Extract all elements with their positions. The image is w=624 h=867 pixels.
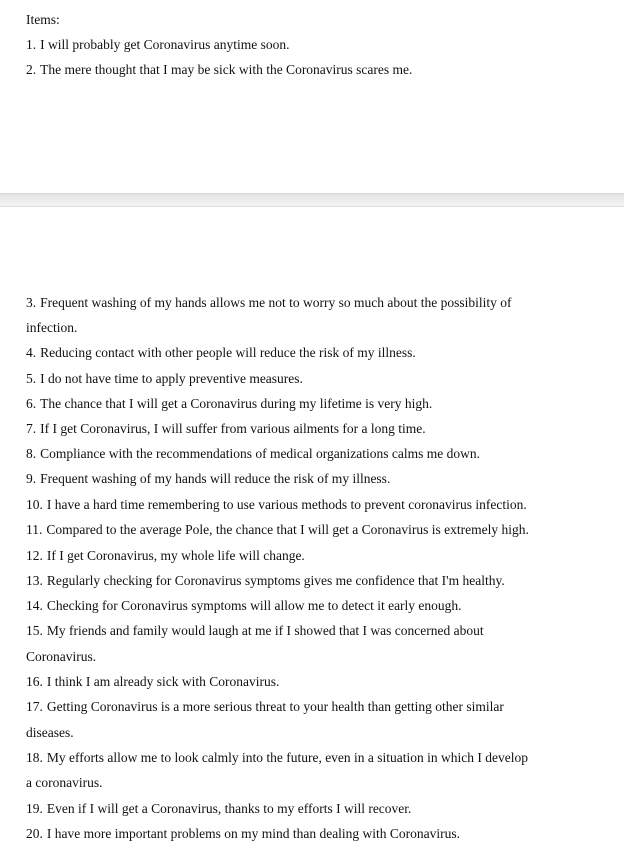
item-number: 5. <box>26 371 37 386</box>
item-text: I have a hard time remembering to use various methods to prevent coronavirus infection. <box>46 497 527 512</box>
item-number: 10. <box>26 497 43 512</box>
item-number: 16. <box>26 674 43 689</box>
list-item <box>26 825 460 843</box>
item-text: Compared to the average Pole, the chance that I will get a Coronavirus is extremely high. <box>46 522 529 537</box>
list-item-continuation: diseases. <box>26 725 74 740</box>
item-text: Compliance with the recommendations of medical organizations calms me down. <box>40 446 481 461</box>
list-item-continuation: Coronavirus. <box>26 649 97 664</box>
list-item <box>26 294 511 312</box>
item-text: My efforts allow me to look calmly into the future, even in a situation in which I develop <box>46 750 529 765</box>
item-text: I think I am already sick with Coronavirus. <box>46 674 280 689</box>
item-text: Frequent washing of my hands allows me not to worry so much about the possibility of <box>40 295 512 310</box>
item-number: 6. <box>26 396 37 411</box>
list-item <box>26 547 305 565</box>
item-text: Reducing contact with other people will reduce the risk of my illness. <box>40 345 416 360</box>
item-number: 19. <box>26 801 43 816</box>
list-item <box>26 698 504 716</box>
item-number: 18. <box>26 750 43 765</box>
item-number: 11. <box>26 522 43 537</box>
item-number: 13. <box>26 573 43 588</box>
list-item <box>26 622 484 640</box>
list-item-continuation: infection. <box>26 320 78 335</box>
items-heading: Items: <box>26 12 60 27</box>
list-item <box>26 673 279 691</box>
item-text: Frequent washing of my hands will reduce the risk of my illness. <box>40 471 391 486</box>
item-number: 8. <box>26 446 37 461</box>
list-item <box>26 445 480 463</box>
item-number: 14. <box>26 598 43 613</box>
item-text: Checking for Coronavirus symptoms will allow me to detect it early enough. <box>46 598 462 613</box>
item-number: 3. <box>26 295 37 310</box>
list-item <box>26 420 426 438</box>
item-number: 17. <box>26 699 43 714</box>
list-item <box>26 597 462 615</box>
item-text: Regularly checking for Coronavirus symptoms gives me confidence that I'm healthy. <box>46 573 505 588</box>
document-page-1 <box>0 0 624 193</box>
item-number: 1. <box>26 37 37 52</box>
list-item <box>26 521 529 539</box>
item-text: Getting Coronavirus is a more serious threat to your health than getting other similar <box>46 699 504 714</box>
list-item <box>26 36 289 54</box>
item-text: I do not have time to apply preventive measures. <box>40 371 303 386</box>
item-number: 2. <box>26 62 37 77</box>
list-item <box>26 370 303 388</box>
list-item-continuation: a coronavirus. <box>26 775 103 790</box>
item-text: Even if I will get a Coronavirus, thanks to my efforts I will recover. <box>46 801 412 816</box>
page-break <box>0 193 624 207</box>
list-item <box>26 749 528 767</box>
item-number: 4. <box>26 345 37 360</box>
item-text: The chance that I will get a Coronavirus during my lifetime is very high. <box>40 396 433 411</box>
list-item <box>26 496 527 514</box>
item-text: The mere thought that I may be sick with the Coronavirus scares me. <box>40 62 413 77</box>
item-text: I will probably get Coronavirus anytime soon. <box>40 37 290 52</box>
item-text: If I get Coronavirus, I will suffer from various ailments for a long time. <box>40 421 426 436</box>
item-text: My friends and family would laugh at me if I showed that I was concerned about <box>46 623 484 638</box>
item-text: If I get Coronavirus, my whole life will change. <box>46 548 305 563</box>
item-number: 12. <box>26 548 43 563</box>
item-number: 9. <box>26 471 37 486</box>
item-number: 15. <box>26 623 43 638</box>
list-item <box>26 470 390 488</box>
list-item <box>26 800 411 818</box>
item-text: I have more important problems on my mind than dealing with Coronavirus. <box>46 826 461 841</box>
item-number: 7. <box>26 421 37 436</box>
list-item <box>26 344 416 362</box>
list-item <box>26 395 432 413</box>
item-number: 20. <box>26 826 43 841</box>
list-item <box>26 61 412 79</box>
list-item <box>26 572 505 590</box>
